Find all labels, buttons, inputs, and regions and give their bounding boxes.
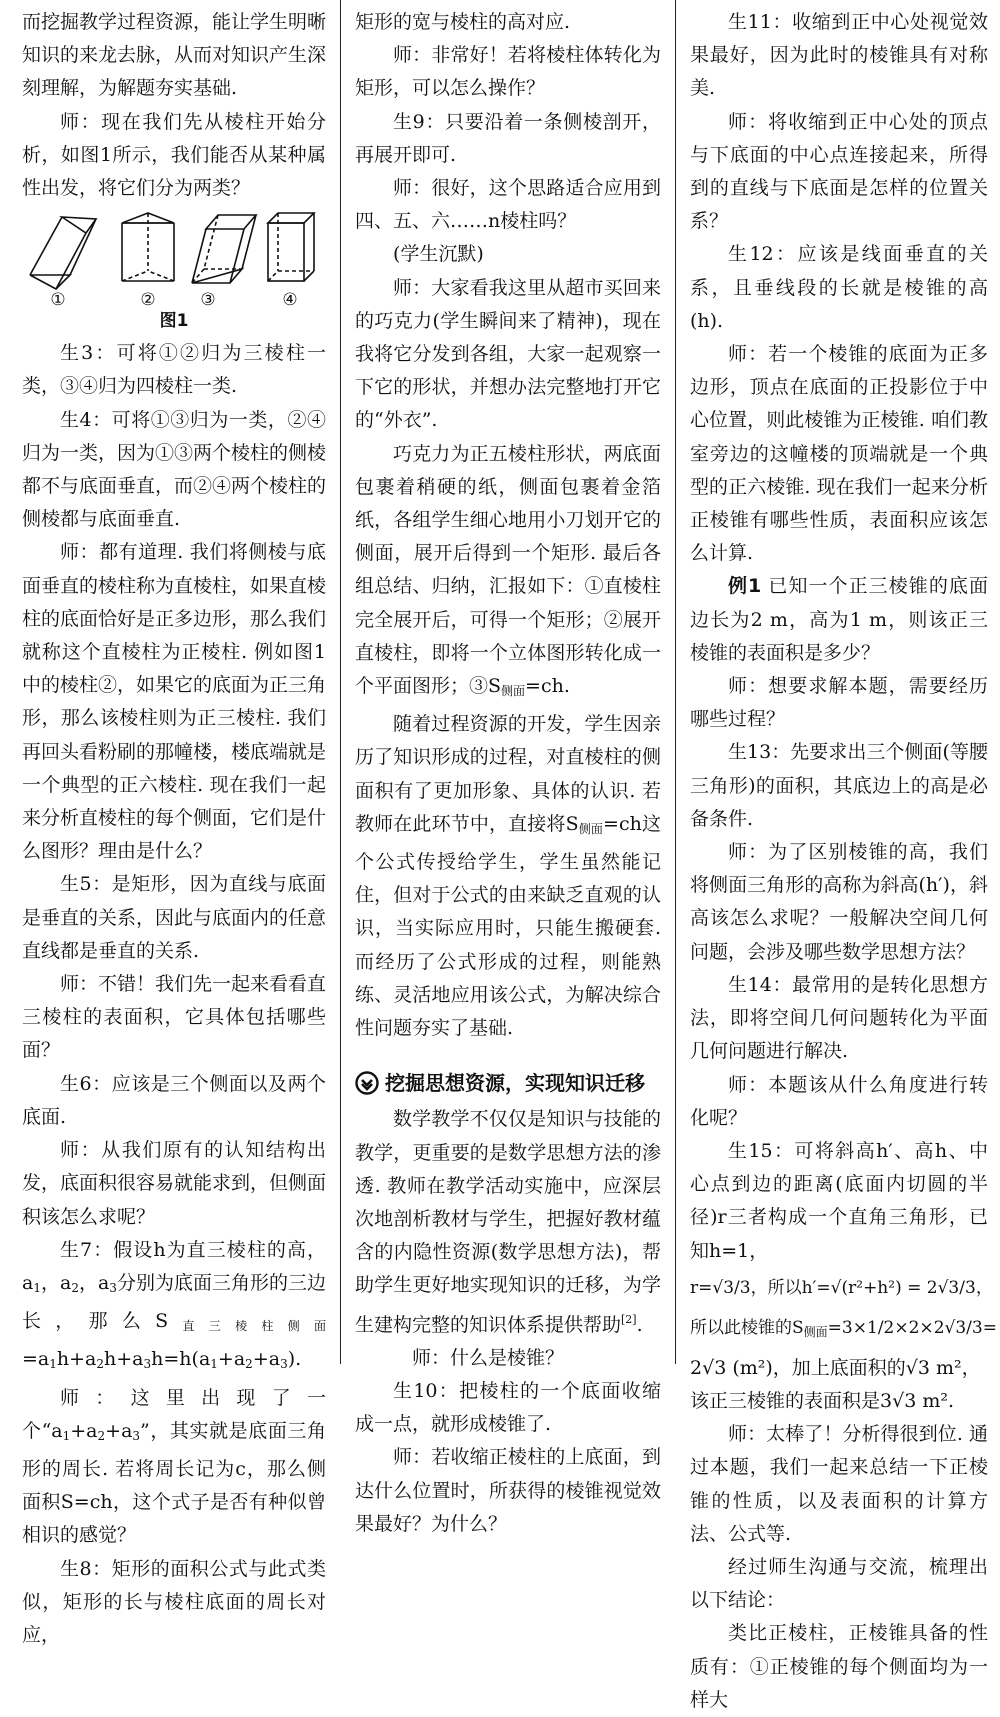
paragraph-formula: 师：这里出现了一个“$a_1+a_2+a_3$”，其实就是底面三角形的周长. 若将周长记为c，那么侧面积S=ch，这个式子是否有种似曾相识的感觉？ [22,1386,326,1547]
paragraph: 生13：先要求出三个侧面(等腰三角形)的面积，其底边上的高是必备条件. [690,741,988,830]
paragraph: 生11：收缩到正中心处视觉效果最好，因为此时的棱锥具有对称美. [690,11,988,100]
paragraph: 矩形的宽与棱柱的高对应. [355,11,571,33]
paragraph: 而挖掘教学过程资源，能让学生明晰知识的来龙去脉，从而对知识产生深刻理解，为解题夯实基础. [22,11,327,100]
paragraph: 类比正棱柱，正棱锥具备的性质有：①正棱锥的每个侧面均为一样大 [690,1622,988,1711]
prism-2-shape [122,213,174,281]
prism-figure [22,209,326,309]
paragraph: 师：本题该从什么角度进行转化呢？ [690,1073,988,1129]
paragraph-formula: 随着过程资源的开发，学生因亲历了知识形成的过程，对直棱柱的侧面积有了更加形象、具体的认识. 若教师在此环节中，直接将$S_{侧面}=ch$这个公式传授给学生，学生虽然能记住，但对于公式的由来缺乏直观的认识，当实际应用时，只能生搬硬套. 而经历了公式形成的过程，则能熟练、灵活地应用该公式，为解决综合性问题夯实了基础. [355,713,661,1040]
paragraph: 师：现在我们先从棱柱开始分析，如图1所示，我们能否从某种属性出发，将它们分为两类？ [22,110,326,200]
paragraph: 生3：可将①②归为三棱柱一类，③④归为四棱柱一类. [22,342,326,398]
figure-label: ④ [282,290,298,310]
paragraph-formula: 巧克力为正五棱柱形状，两底面包裹着稍硬的纸，侧面包裹着金箔纸，各组学生细心地用小刀划开它的侧面，展开后得到一个矩形. 最后各组总结、归纳，汇报如下：①直棱柱完全展开后，可得一个矩形；②展开直棱柱，即将一个立体图形转化成一个平面图形；$③S_{侧面}=ch$. [355,442,661,699]
formula-line: r=√3/3，所以h′=√(r²+h²) = 2√3/3， [690,1277,993,1298]
paragraph: 生4：可将①③归为一类，②④归为一类，因为①③两个棱柱的侧棱都不与底面垂直，而②④两个棱柱的侧棱都与底面垂直. [22,408,327,531]
paragraph: 生14：最常用的是转化思想方法，即将空间几何问题转化为平面几何问题进行解决. [690,973,988,1063]
paragraph: 师：若一个棱锥的底面为正多边形，顶点在底面的正投影位于中心位置，则此棱锥为正棱锥. 咱们教室旁边的这幢楼的顶端就是一个典型的正六棱锥. 现在我们一起来分析正棱锥有哪些性质，表面积应该怎么计算. [690,343,988,565]
paragraph: 生10：把棱柱的一个底面收缩成一点，就形成棱锥了. [355,1379,661,1436]
paragraph-citation: 数学教学不仅仅是知识与技能的教学，更重要的是数学思想方法的渗透. 教师在教学活动实施中，应深层次地剖析教材与学生，把握好教材蕴含的内隐性资源(数学思想方法)，帮助学生更好地实现知识的迁移，为学生建构完整的知识体系提供帮助[2]. [355,1108,661,1336]
paragraph: 经过师生沟通与交流，梳理出以下结论： [690,1555,988,1612]
paragraph: 师：很好，这个思路适合应用到四、五、六……n棱柱吗？ [355,177,661,233]
column-divider [675,0,676,1364]
paragraph: 生15：可将斜高h′、高h、中心点到边的距离(底面内切圆的半径)r三者构成一个直角三角形，已知h=1， [690,1139,988,1262]
prism-3-shape [192,215,256,283]
figure-caption: 图1 [159,311,189,332]
paragraph: 师：不错！我们先一起来看看直三棱柱的表面积，它具体包括哪些面？ [22,973,327,1062]
prism-4-shape [268,213,314,281]
example-label: 例1 [728,575,762,598]
prism-1-shape [30,217,96,289]
paragraph: 生8：矩形的面积公式与此式类似，矩形的长与棱柱底面的周长对应， [22,1557,326,1646]
column-2 [355,6,661,1541]
paragraph: 生9：只要沿着一条侧棱剖开，再展开即可. [355,110,661,166]
section-heading [355,1065,661,1101]
section-arrow-icon [355,1071,379,1095]
paragraph: 生5：是矩形，因为直线与底面是垂直的关系，因此与底面内的任意直线都是垂直的关系. [22,873,327,962]
figure-label: ① [50,290,66,310]
paragraph: 生12：应该是线面垂直的关系，且垂线段的长就是棱锥的高(h). [690,243,988,332]
column-divider [340,0,341,1364]
paragraph: 师：为了区别棱锥的高，我们将侧面三角形的高称为斜高(h′)，斜高该怎么求呢？一般解决空间几何问题，会涉及哪些数学思想方法？ [690,841,988,963]
figure-label: ③ [200,290,216,310]
paragraph: 师：想要求解本题，需要经历哪些过程？ [690,675,988,731]
example: 例1 已知一个正三棱锥的底面边长为2 m，高为1 m，则该正三棱锥的表面积是多少？ [690,575,988,664]
paragraph: 师：都有道理. 我们将侧棱与底面垂直的棱柱称为直棱柱，如果直棱柱的底面恰好是正多边形，那么我们就称这个直棱柱为正棱柱. 例如图1中的棱柱②，如果它的底面为正三角形，那么该棱柱则为正三棱柱. 我们再回头看粉刷的那幢楼，楼底端就是一个典型的正六棱柱. 现在我们一起来分析直棱柱的每个侧面，它们是什么图形？理由是什么？ [22,541,327,863]
paragraph: 师：太棒了！分析得很到位. 通过本题，我们一起来总结一下正棱锥的性质，以及表面积的计算方法、公式等. [690,1423,988,1545]
paragraph: 师：若收缩正棱柱的上底面，到达什么位置时，所获得的棱锥视觉效果最好？为什么？ [355,1446,661,1535]
column-1 [22,6,326,1652]
paragraph: 生6：应该是三个侧面以及两个底面. [22,1072,326,1128]
formula-line: 2√3 (m²)，加上底面积的√3 m²， [690,1356,981,1379]
paragraph: 师：从我们原有的认知结构出发，底面积很容易就能求到，但侧面积该怎么求呢？ [22,1139,327,1228]
paragraph: 师：什么是棱锥？ [412,1346,565,1369]
paragraph: 师：大家看我这里从超市买回来的巧克力(学生瞬间来了精神)，现在我将它分发到各组，大家一起观察一下它的形状，并想办法完整地打开它的“外衣”. [355,276,661,432]
figure-1 [22,209,326,309]
formula-line: 所以此棱锥的$S_{侧面}=3\times 1/2\times 2\times 2√3/3=$ [690,1317,997,1339]
formula-line: 该正三棱锥的表面积是3√3 m². [690,1389,954,1412]
paragraph: (学生沉默) [393,243,484,266]
column-3 [690,6,997,1717]
figure-label: ② [140,290,156,310]
paragraph-formula: 生7：假设h为直三棱柱的高，$a_1$，$a_2$，$a_3$分别为底面三角形的三边长，那么$S_{直三棱柱侧面}=a_1h+a_2h+a_3h=h(a_1+a_2+a_3)$. [22,1238,326,1372]
paragraph: 师：将收缩到正中心处的顶点与下底面的中心点连接起来，所得到的直线与下底面是怎样的位置关系？ [690,110,988,233]
section-heading-text: 挖掘思想资源，实现知识迁移 [385,1071,645,1096]
paragraph: 师：非常好！若将棱柱体转化为矩形，可以怎么操作？ [355,44,661,100]
